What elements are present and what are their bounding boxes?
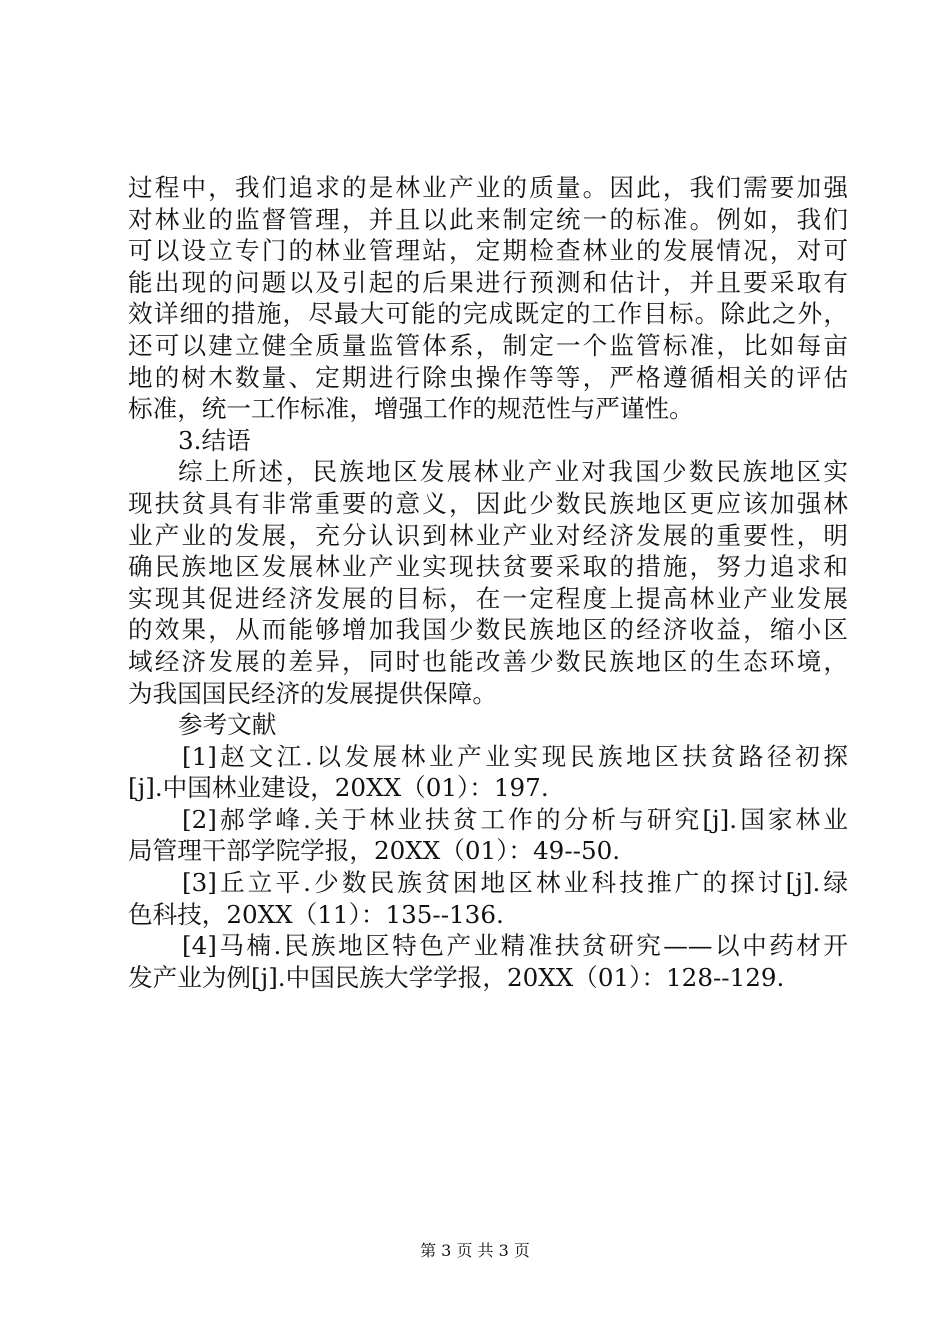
paragraph-line: 过程中，我们追求的是林业产业的质量。因此，我们需要加强 [128,173,848,202]
paragraph-line: 标准，统一工作标准，增强工作的规范性与严谨性。 [128,394,694,424]
reference-line: [3]丘立平.少数民族贫困地区林业科技推广的探讨[j].绿 [182,868,848,898]
reference-line: 局管理干部学院学报，20XX（01）：49--50. [128,836,621,866]
reference-line: 发产业为例[j].中国民族大学学报，20XX（01）：128--129. [128,962,785,992]
paragraph-line: 地的树木数量、定期进行除虫操作等等，严格遵循相关的评估 [128,362,848,392]
reference-line: [j].中国林业建设，20XX（01）：197. [128,773,549,803]
paragraph-line: 能出现的问题以及引起的后果进行预测和估计，并且要采取有 [128,267,848,297]
reference-line: 色科技，20XX（11）：135--136. [128,899,504,929]
reference-line: [4]马楠.民族地区特色产业精准扶贫研究——以中药材开 [182,931,848,961]
section-heading-conclusion: 3.结语 [178,425,251,455]
paragraph-line: 实现其促进经济发展的目标，在一定程度上提高林业产业发展 [128,583,848,613]
section-heading-references: 参考文献 [178,710,277,740]
paragraph-line: 域经济发展的差异，同时也能改善少数民族地区的生态环境， [128,646,848,676]
paragraph-line: 业产业的发展，充分认识到林业产业对经济发展的重要性，明 [128,520,848,550]
document-body [128,172,848,993]
paragraph-line: 对林业的监督管理，并且以此来制定统一的标准。例如，我们 [128,204,848,234]
paragraph-line: 确民族地区发展林业产业实现扶贫要采取的措施，努力追求和 [128,552,848,582]
paragraph-line: 为我国国民经济的发展提供保障。 [128,678,497,708]
paragraph-line: 还可以建立健全质量监管体系，制定一个监管标准，比如每亩 [128,330,848,360]
reference-line: [1]赵文江.以发展林业产业实现民族地区扶贫路径初探 [182,741,848,771]
paragraph-line: 效详细的措施，尽最大可能的完成既定的工作目标。除此之外， [128,299,848,329]
paragraph-line: 现扶贫具有非常重要的意义，因此少数民族地区更应该加强林 [128,488,848,518]
paragraph-line: 可以设立专门的林业管理站，定期检查林业的发展情况，对可 [128,236,848,266]
paragraph-line: 综上所述，民族地区发展林业产业对我国少数民族地区实 [178,457,848,487]
paragraph-line: 的效果，从而能够增加我国少数民族地区的经济收益，缩小区 [128,615,848,645]
page-number-footer: 第 3 页 共 3 页 [420,1241,530,1260]
reference-line: [2]郝学峰.关于林业扶贫工作的分析与研究[j].国家林业 [182,804,848,834]
